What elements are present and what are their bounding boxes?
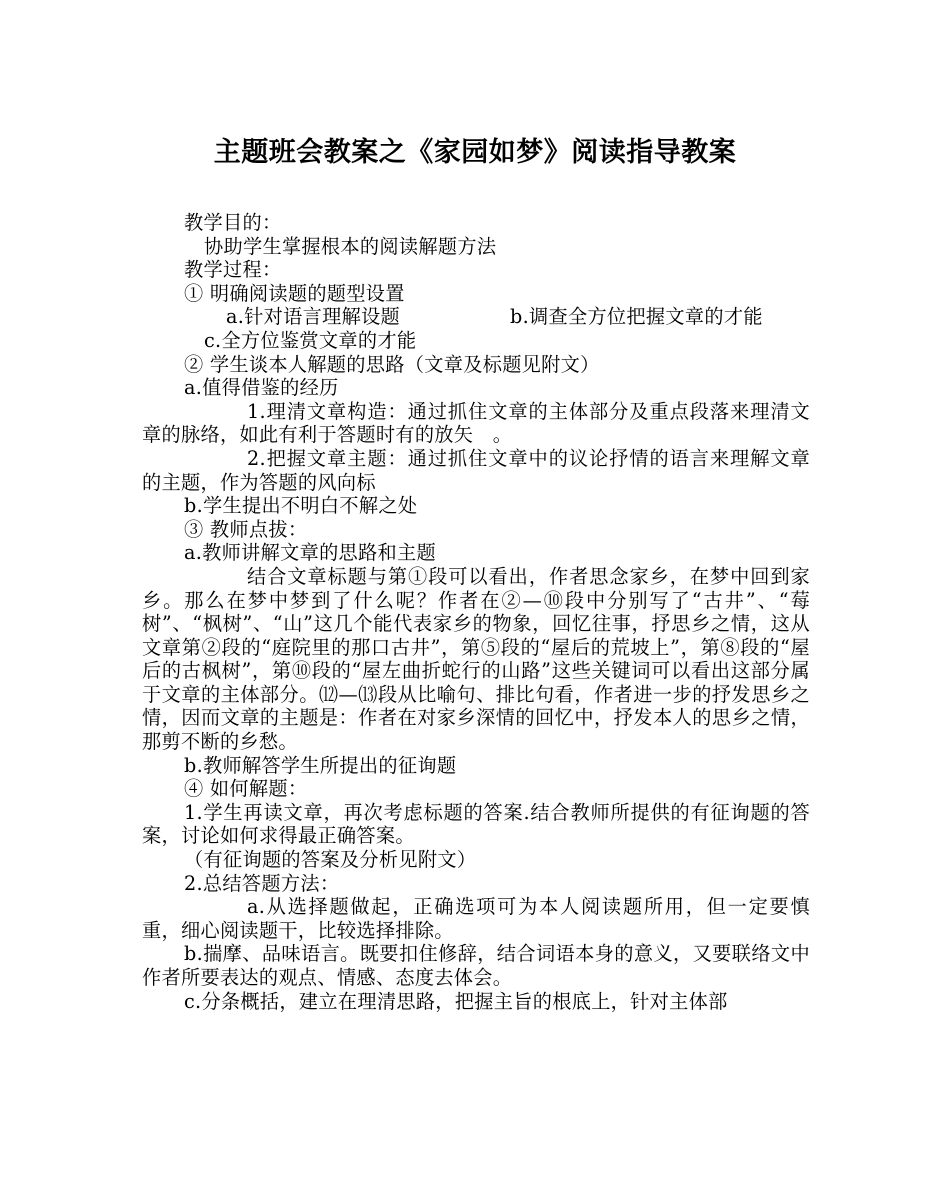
paragraph: 协助学生掌握根本的阅读解题方法 — [204, 234, 497, 258]
paragraph: b.教师解答学生所提出的征询题 — [184, 753, 457, 777]
paragraph: a.从选择题做起，正确选项可为本人阅读题所用，但一定要慎重，细心阅读题干，比较选择排除。 — [142, 895, 810, 942]
option-a: a.针对语言理解设题 — [226, 305, 401, 329]
paragraph: 1.理清文章构造：通过抓住文章的主体部分及重点段落来理清文章的脉络，如此有利于答题时有的放矢 。 — [142, 399, 810, 447]
document-body — [142, 211, 810, 1013]
paragraph: b.揣摩、品味语言。既要扣住修辞，结合词语本身的意义，又要联络文中作者所要表达的观点、情感、态度去体会。 — [142, 942, 810, 989]
paragraph: b.学生提出不明白不解之处 — [184, 494, 418, 518]
paragraph: （有征询题的答案及分析见附文） — [184, 848, 477, 872]
option-b: b.调查全方位把握文章的才能 — [510, 305, 763, 329]
paragraph: 教学目的： — [184, 211, 282, 234]
paragraph: 2.总结答题方法： — [184, 871, 340, 895]
paragraph: ② 学生谈本人解题的思路（文章及标题见附文） — [184, 352, 600, 376]
paragraph: ① 明确阅读题的题型设置 — [184, 281, 405, 305]
paragraph: ③ 教师点拔： — [184, 517, 308, 541]
paragraph: ④ 如何解题： — [184, 777, 308, 801]
paragraph: 1.学生再读文章，再次考虑标题的答案.结合教师所提供的有征询题的答案，讨论如何求得最正确答案。 — [142, 800, 810, 848]
paragraph: a.值得借鉴的经历 — [184, 376, 339, 400]
paragraph: a.教师讲解文章的思路和主题 — [184, 541, 436, 565]
option-row — [142, 305, 810, 329]
paragraph: c.全方位鉴赏文章的才能 — [204, 328, 417, 352]
paragraph: c.分条概括，建立在理清思路，把握主旨的根底上，针对主体部 — [184, 989, 728, 1013]
paragraph: 教学过程： — [184, 258, 282, 282]
paragraph: 结合文章标题与第①段可以看出，作者思念家乡，在梦中回到家乡。那么在梦中梦到了什么呢？作者在②—⑩段中分别写了“古井”、“莓树”、“枫树”、“山”这几个能代表家乡的物象，回忆往事，抒思乡之情，这从文章第②段的“庭院里的那口古井”，第⑤段的“屋后的荒坡上”，第⑧段的“屋后的古枫树”，第⑩段的“屋左曲折蛇行的山路”这些关键词可以看出这部分属于文章的主体部分。⑿—⒀段从比喻句、排比句看，作者进一步的抒发思乡之情，因而文章的主题是：作者在对家乡深情的回忆中，抒发本人的思乡之情，那剪不断的乡愁。 — [142, 564, 810, 754]
paragraph: 2.把握文章主题：通过抓住文章中的议论抒情的语言来理解文章的主题，作为答题的风向标 — [142, 446, 810, 494]
page-title: 主题班会教案之《家园如梦》阅读指导教案 — [213, 137, 737, 168]
